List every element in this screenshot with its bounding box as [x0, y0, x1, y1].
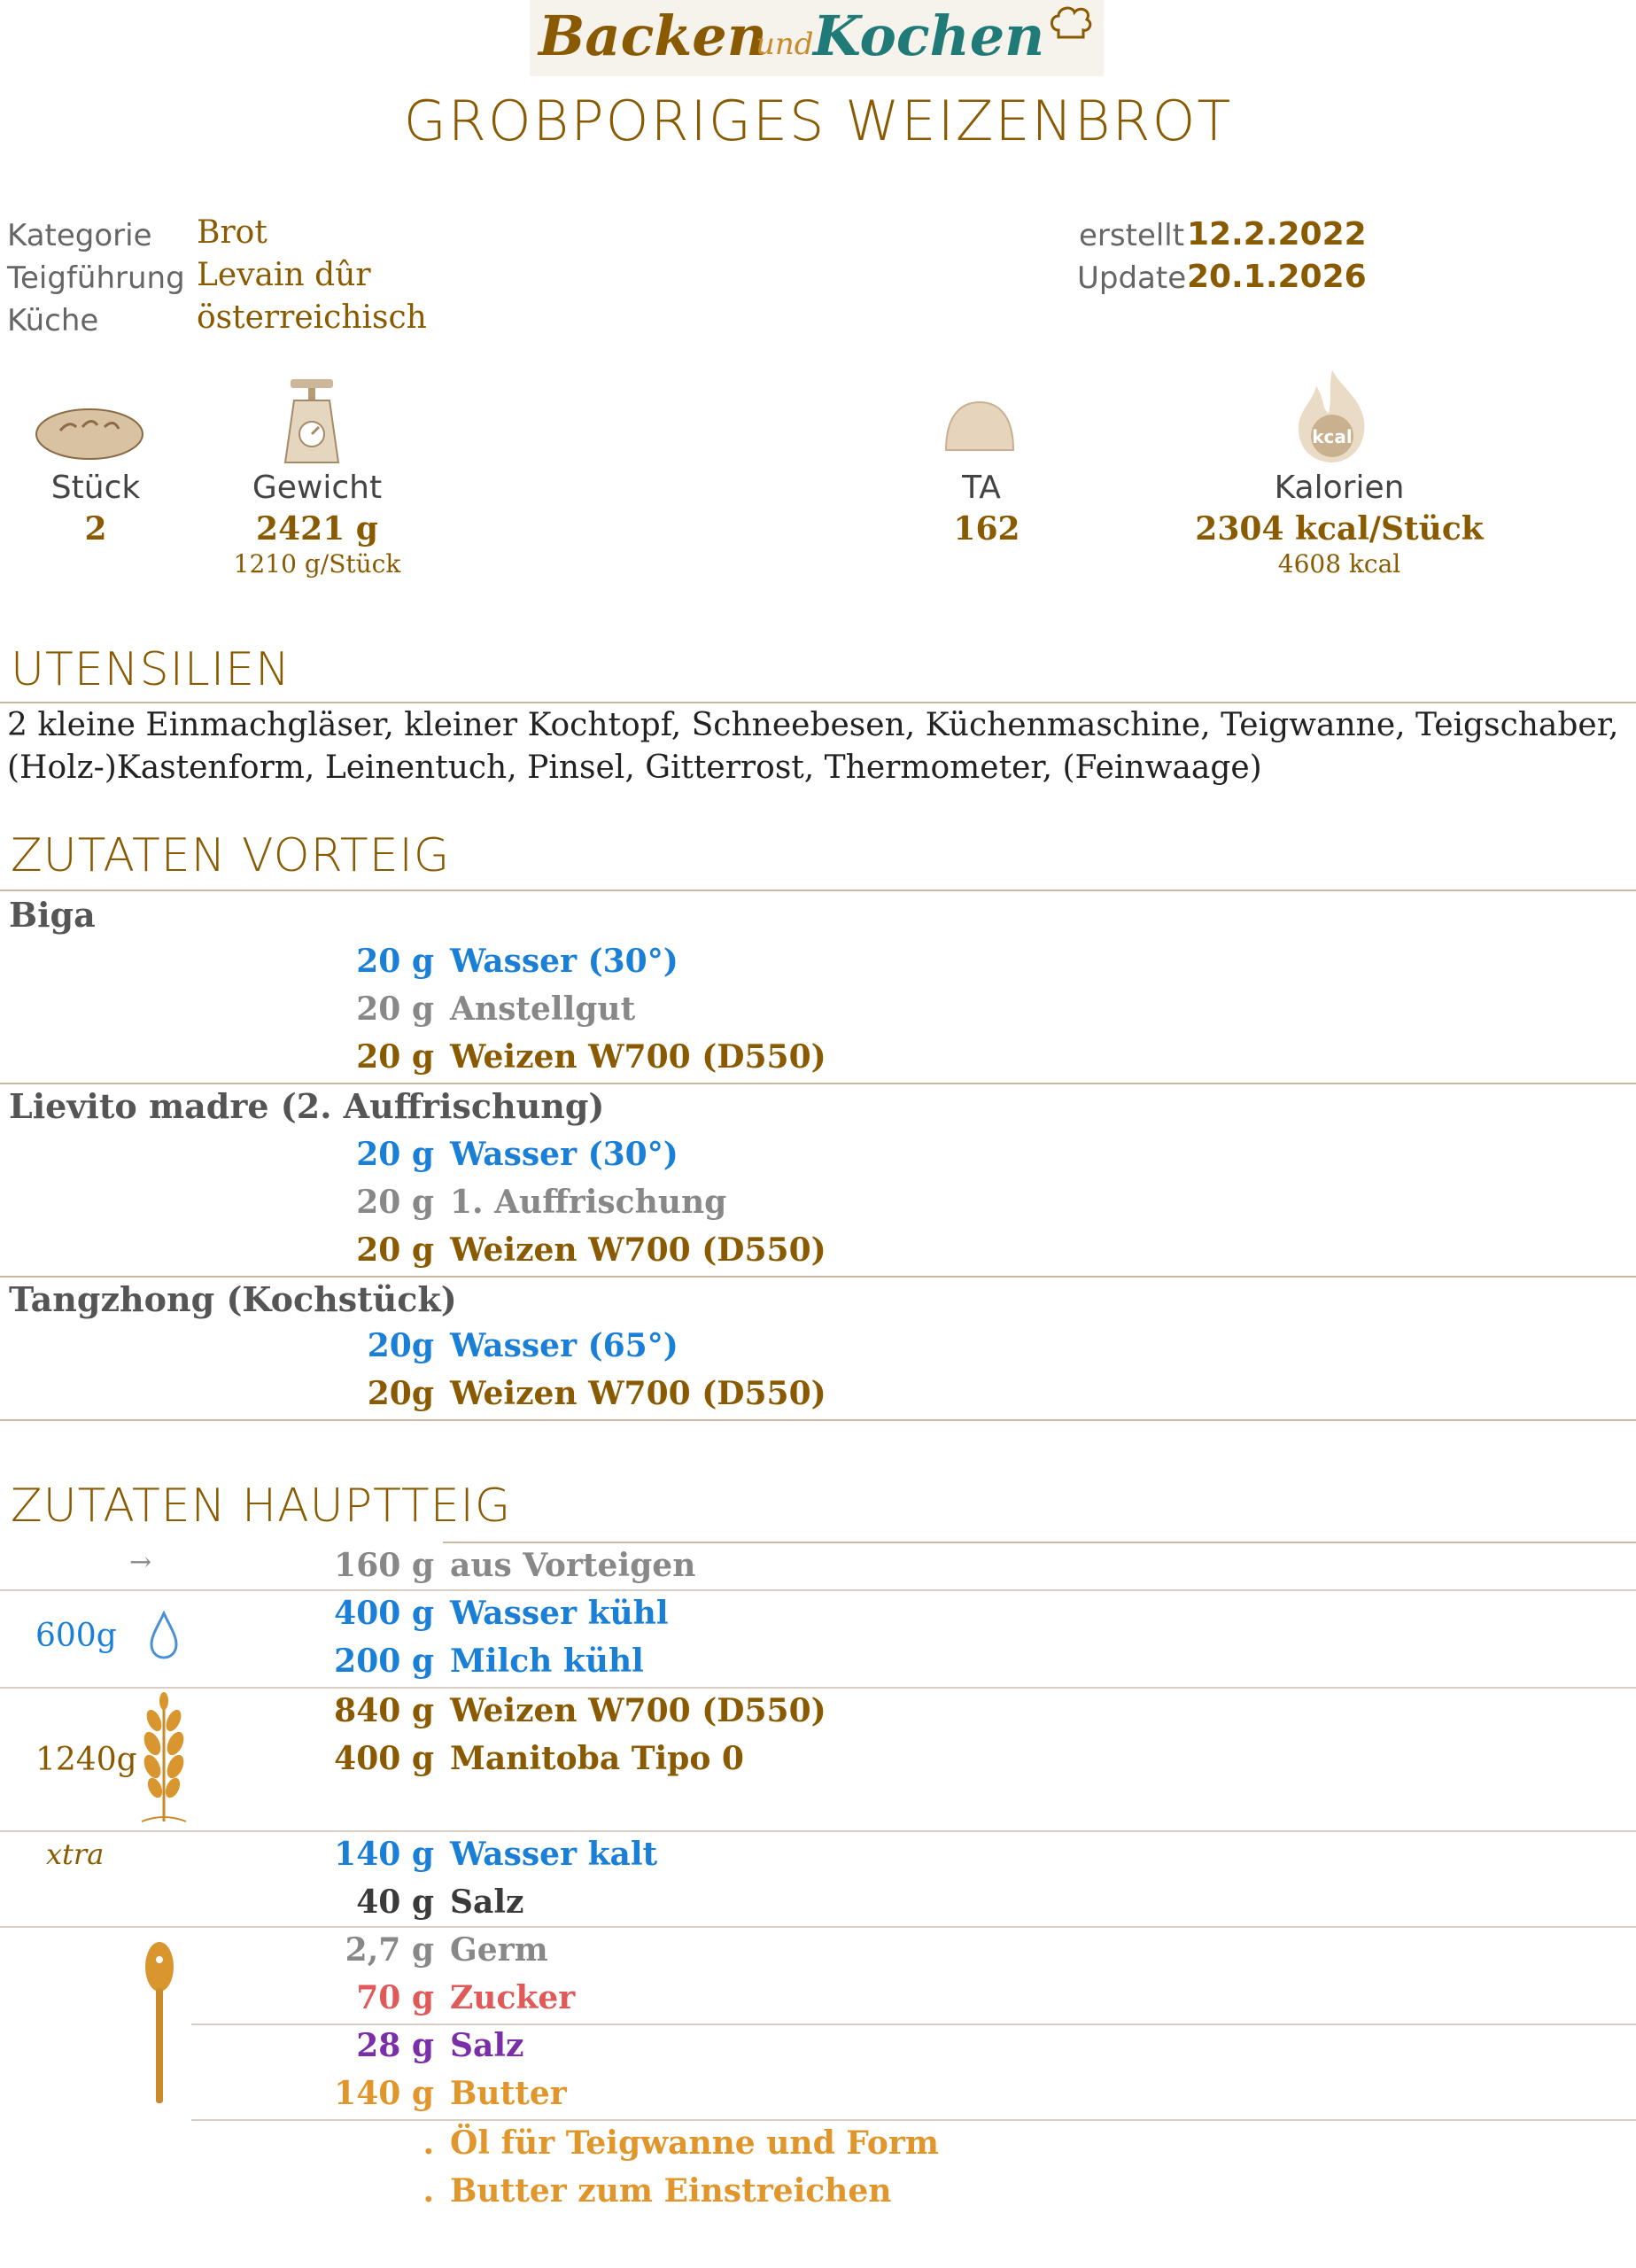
haupt-ing-weizen[interactable]: Weizen W700 (D550) — [450, 1692, 826, 1729]
haupt-ing-zucker[interactable]: Zucker — [450, 1979, 576, 2016]
haupt-ing-vorteige[interactable]: aus Vorteigen — [450, 1547, 696, 1584]
divider-butter — [191, 2119, 1636, 2121]
gewicht-label: Gewicht — [252, 470, 383, 506]
haupt-ing-salz[interactable]: Salz — [450, 2027, 524, 2064]
lievito-ing-weizen[interactable]: Weizen W700 (D550) — [450, 1231, 826, 1269]
divider-biga — [0, 1083, 1636, 1084]
divider-zucker — [191, 2023, 1636, 2025]
haupt-qty-milch: 200 g — [334, 1643, 434, 1680]
lievito-qty-wasser: 20 g — [356, 1136, 434, 1173]
bread-icon — [34, 404, 145, 461]
tangzhong-qty-weizen: 20g — [367, 1375, 434, 1412]
chef-hat-icon — [1048, 4, 1094, 43]
utensilien-line-2: (Holz-)Kastenform, Leinentuch, Pinsel, Gitterrost, Thermometer, (Feinwaage) — [7, 750, 1262, 786]
haupt-ing-manitoba[interactable]: Manitoba Tipo 0 — [450, 1740, 744, 1777]
divider-tangzhong — [0, 1419, 1636, 1421]
biga-ing-weizen[interactable]: Weizen W700 (D550) — [450, 1038, 826, 1076]
haupt-ing-wasser-kuehl[interactable]: Wasser kühl — [450, 1595, 669, 1632]
haupt-qty-wasser-kuehl: 400 g — [334, 1595, 434, 1632]
tangzhong-ing-wasser[interactable]: Wasser (65°) — [450, 1327, 678, 1364]
stueck-value: 2 — [84, 510, 107, 548]
lievito-qty-auffrischung: 20 g — [356, 1184, 434, 1221]
utensilien-divider — [0, 702, 1636, 703]
stueck-label: Stück — [50, 470, 141, 506]
haupt-qty-butter: 140 g — [334, 2075, 434, 2112]
biga-qty-wasser: 20 g — [356, 943, 434, 980]
erstellt-value: 12.2.2022 — [1187, 216, 1367, 252]
kalorien-label: Kalorien — [1274, 470, 1405, 506]
biga-qty-anstellgut: 20 g — [356, 990, 434, 1028]
haupt-ing-germ[interactable]: Germ — [450, 1931, 548, 1969]
group-lievito: Lievito madre (2. Auffrischung) — [9, 1086, 605, 1126]
haupt-ing-butter[interactable]: Butter — [450, 2075, 567, 2112]
note-dot-oel: . — [423, 2124, 434, 2162]
note-oel[interactable]: Öl für Teigwanne und Form — [450, 2124, 939, 2162]
kcal-flame-icon — [1290, 367, 1375, 464]
haupt-qty-manitoba: 400 g — [334, 1740, 434, 1777]
divider-fluessig — [0, 1687, 1636, 1689]
divider-mehl — [0, 1830, 1636, 1832]
ta-value: 162 — [953, 510, 1020, 548]
group-biga: Biga — [9, 895, 96, 935]
haupt-qty-vorteige: 160 g — [334, 1547, 434, 1584]
update-label: Update — [1077, 260, 1187, 296]
biga-ing-anstellgut[interactable]: Anstellgut — [450, 990, 636, 1028]
lievito-ing-auffrischung[interactable]: 1. Auffrischung — [450, 1184, 727, 1221]
haupt-qty-wasser-kalt: 140 g — [334, 1836, 434, 1873]
kueche-value[interactable]: österreichisch — [197, 299, 427, 336]
hauptteig-title: ZUTATEN HAUPTTEIG — [11, 1480, 512, 1533]
arrow-icon: → — [129, 1547, 152, 1578]
haupt-ing-milch[interactable]: Milch kühl — [450, 1643, 644, 1680]
kategorie-value[interactable]: Brot — [197, 214, 267, 251]
note-dot-butter: . — [423, 2172, 434, 2210]
tangzhong-qty-wasser: 20g — [367, 1327, 434, 1364]
group-tangzhong: Tangzhong (Kochstück) — [9, 1279, 457, 1319]
gewicht-value: 2421 g — [256, 510, 378, 548]
kcal-icon-text: kcal — [1312, 426, 1353, 447]
lievito-ing-wasser[interactable]: Wasser (30°) — [450, 1136, 678, 1173]
haupt-ing-salz-extra[interactable]: Salz — [450, 1884, 524, 1921]
ta-label: TA — [962, 470, 1001, 506]
kalorien-sub: 4608 kcal — [1277, 549, 1401, 579]
vorteig-divider — [0, 889, 1636, 891]
kategorie-label: Kategorie — [7, 218, 152, 253]
biga-ing-wasser[interactable]: Wasser (30°) — [450, 943, 678, 980]
lievito-qty-weizen: 20 g — [356, 1231, 434, 1269]
teigfuehrung-label: Teigführung — [7, 260, 185, 296]
divider-vorteige — [0, 1589, 1636, 1591]
dough-ball-icon — [942, 399, 1017, 455]
page-title: GROBPORIGES WEIZENBROT — [403, 89, 1233, 153]
haupt-qty-zucker: 70 g — [356, 1979, 434, 2016]
logo-text-und: und — [756, 27, 814, 62]
scale-icon — [276, 376, 347, 464]
biga-qty-weizen: 20 g — [356, 1038, 434, 1076]
hauptteig-divider-top — [443, 1542, 1636, 1543]
mehl-total: 1240g — [35, 1742, 137, 1778]
haupt-ing-wasser-kalt[interactable]: Wasser kalt — [450, 1836, 658, 1873]
teigfuehrung-value[interactable]: Levain dûr — [197, 257, 371, 293]
haupt-qty-salz: 28 g — [356, 2027, 434, 2064]
note-butter[interactable]: Butter zum Einstreichen — [450, 2172, 892, 2210]
haupt-qty-salz-extra: 40 g — [356, 1884, 434, 1921]
vorteig-title: ZUTATEN VORTEIG — [11, 829, 451, 882]
logo-text-backen: Backen — [539, 4, 767, 68]
tangzhong-ing-weizen[interactable]: Weizen W700 (D550) — [450, 1375, 826, 1412]
erstellt-label: erstellt — [1079, 218, 1185, 253]
logo-text-kochen: Kochen — [813, 4, 1045, 68]
haupt-qty-germ: 2,7 g — [345, 1931, 434, 1969]
extra-label: xtra — [46, 1837, 105, 1871]
utensilien-line-1: 2 kleine Einmachgläser, kleiner Kochtopf, Schneebesen, Küchenmaschine, Teigwanne, Teigschaber, — [7, 707, 1619, 743]
logo — [530, 0, 1104, 76]
kalorien-value: 2304 kcal/Stück — [1195, 510, 1484, 548]
fluessig-total: 600g — [35, 1618, 117, 1654]
haupt-qty-weizen: 840 g — [334, 1692, 434, 1729]
divider-lievito — [0, 1276, 1636, 1278]
divider-extra — [0, 1926, 1636, 1928]
update-value: 20.1.2026 — [1187, 259, 1367, 295]
kueche-label: Küche — [7, 303, 99, 338]
gewicht-sub: 1210 g/Stück — [233, 549, 401, 579]
utensilien-title: UTENSILIEN — [11, 643, 291, 696]
